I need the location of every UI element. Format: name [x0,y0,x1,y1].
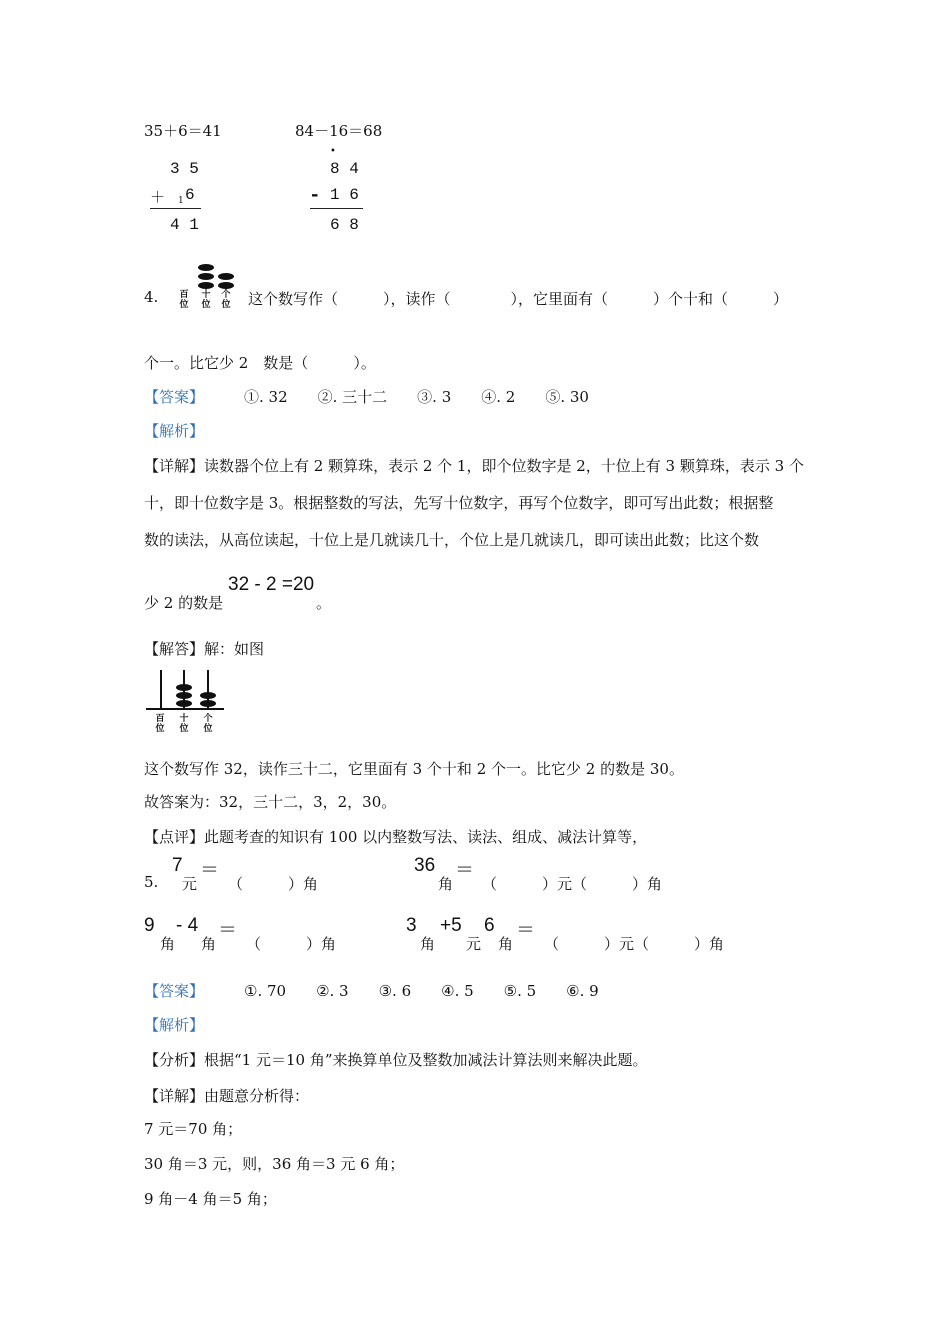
q5-b-unit: 角 [438,875,454,893]
q5-a-num: 7 [172,855,183,876]
q5-c-unit2: 角 [201,935,217,953]
q4-comment: 【点评】此题考查的知识有 100 以内整数写法、读法、组成、减法计算等， [144,828,648,846]
q4-text-line2: 个一。比它少 2 数是（ ）。 [144,354,376,372]
q4-detail-end: 。 [316,594,332,612]
q5-d-eq: ＝ [516,920,536,941]
q5-a-blank: （ ）角 [228,875,319,893]
q5-step2: 30 角＝3 元，则，36 角＝3 元 6 角； [144,1155,405,1173]
bead-icon [176,684,192,691]
q5-d-num2: 6 [484,915,495,936]
bead-icon [198,282,214,289]
addition-result: 4 1 [170,216,199,234]
q4-detail-line4: 少 2 的数是 [144,594,224,612]
q5-d-unit2: 元 [466,935,482,953]
bead-icon [176,692,192,699]
q4-answers: ①. 32 ②. 三十二 ③. 3 ④. 2 ⑤. 30 [244,388,589,406]
q4-detail-line2: 十，即十位数字是 3。根据整数的写法，先写十位数字，再写个位数字，即可写出此数；根据整 [144,494,774,512]
minus-sign: - [311,184,319,205]
abacus-figure [176,262,238,314]
q5-c-op: - 4 [176,915,199,936]
abacus-label-ones: 个 位 [221,290,231,310]
q4-analysis-label: 【解析】 [144,422,205,440]
subtraction-result: 6 8 [330,216,359,234]
q5-d-op: +5 [440,915,462,936]
q4-text-line1: 这个数写作（ ），读作（ ），它里面有（ ）个十和（ ） [248,290,789,308]
q4-formula: 32 - 2 =20 [228,574,315,595]
q5-d-blank: （ ）元（ ）角 [544,935,725,953]
plus-sign: ＋ [150,188,166,206]
q5-answers: ①. 70 ②. 3 ③. 6 ④. 5 ⑤. 5 ⑥. 9 [244,982,599,1000]
q5-analysis-label: 【解析】 [144,1016,205,1034]
q4-result1: 这个数写作 32，读作三十二，它里面有 3 个十和 2 个一。比它少 2 的数是 30。 [144,760,684,778]
addition-row2: 6 [185,186,195,204]
abacus-label-hundreds: 百 位 [155,714,165,734]
q5-d-unit1: 角 [420,935,436,953]
q5-b-num: 36 [414,855,436,876]
q5-answer-label: 【答案】 [144,982,205,1000]
bead-icon [198,264,214,271]
q5-d-unit3: 角 [498,935,514,953]
bead-icon [218,273,234,280]
bead-icon [176,700,192,707]
q5-fenxi: 【分析】根据“1 元＝10 角”来换算单位及整数加减法计算法则来解决此题。 [144,1051,648,1069]
q5-c-unit1: 角 [160,935,176,953]
bead-icon [218,282,234,289]
q5-number: 5. [144,873,159,891]
q5-d-num1: 3 [406,915,417,936]
q5-a-eq: ＝ [200,860,220,881]
abacus-label-tens: 十 位 [179,714,189,734]
q5-b-blank: （ ）元（ ）角 [482,875,663,893]
subtraction-row2: 1 6 [330,186,359,204]
abacus-label-ones: 个 位 [203,714,213,734]
bead-icon [200,692,216,699]
q5-b-eq: ＝ [455,860,475,881]
q5-a-unit: 元 [182,875,198,893]
bead-icon [200,700,216,707]
equation-1: 35＋6＝41 [144,122,222,140]
rod-hundreds [160,670,162,708]
q5-c-eq: ＝ [218,920,238,941]
q5-detail: 【详解】由题意分析得： [144,1087,310,1105]
addition-rule [150,208,201,209]
addition-row1: 3 5 [170,160,199,178]
subtraction-rule [310,208,363,209]
abacus-base [146,708,224,710]
q4-answer-label: 【答案】 [144,388,205,406]
q4-result2: 故答案为：32，三十二，3，2，30。 [144,793,397,811]
q5-step1: 7 元＝70 角； [144,1120,243,1138]
q5-c-blank: （ ）角 [246,935,337,953]
q5-step3: 9 角－4 角＝5 角； [144,1190,277,1208]
q4-solution: 【解答】解：如图 [144,640,265,658]
abacus-label-hundreds: 百 位 [179,290,189,310]
equation-2: 84－16＝68 [295,122,383,140]
subtraction-row1: 8 4 [330,160,359,178]
q4-detail-line1: 【详解】读数器个位上有 2 颗算珠，表示 2 个 1，即个位数字是 2，十位上有 3 颗算珠，表示 3 个 [144,457,804,475]
q4-detail-line3: 数的读法，从高位读起，十位上是几就读几十，个位上是几就读几，即可读出此数；比这个数 [144,531,760,549]
q4-number: 4. [144,288,159,306]
borrow-dot: • [330,146,336,157]
solution-abacus-figure [146,668,226,740]
q5-c-num1: 9 [144,915,155,936]
abacus-label-tens: 十 位 [201,290,211,310]
bead-icon [198,273,214,280]
carry-digit: 1 [178,196,184,206]
